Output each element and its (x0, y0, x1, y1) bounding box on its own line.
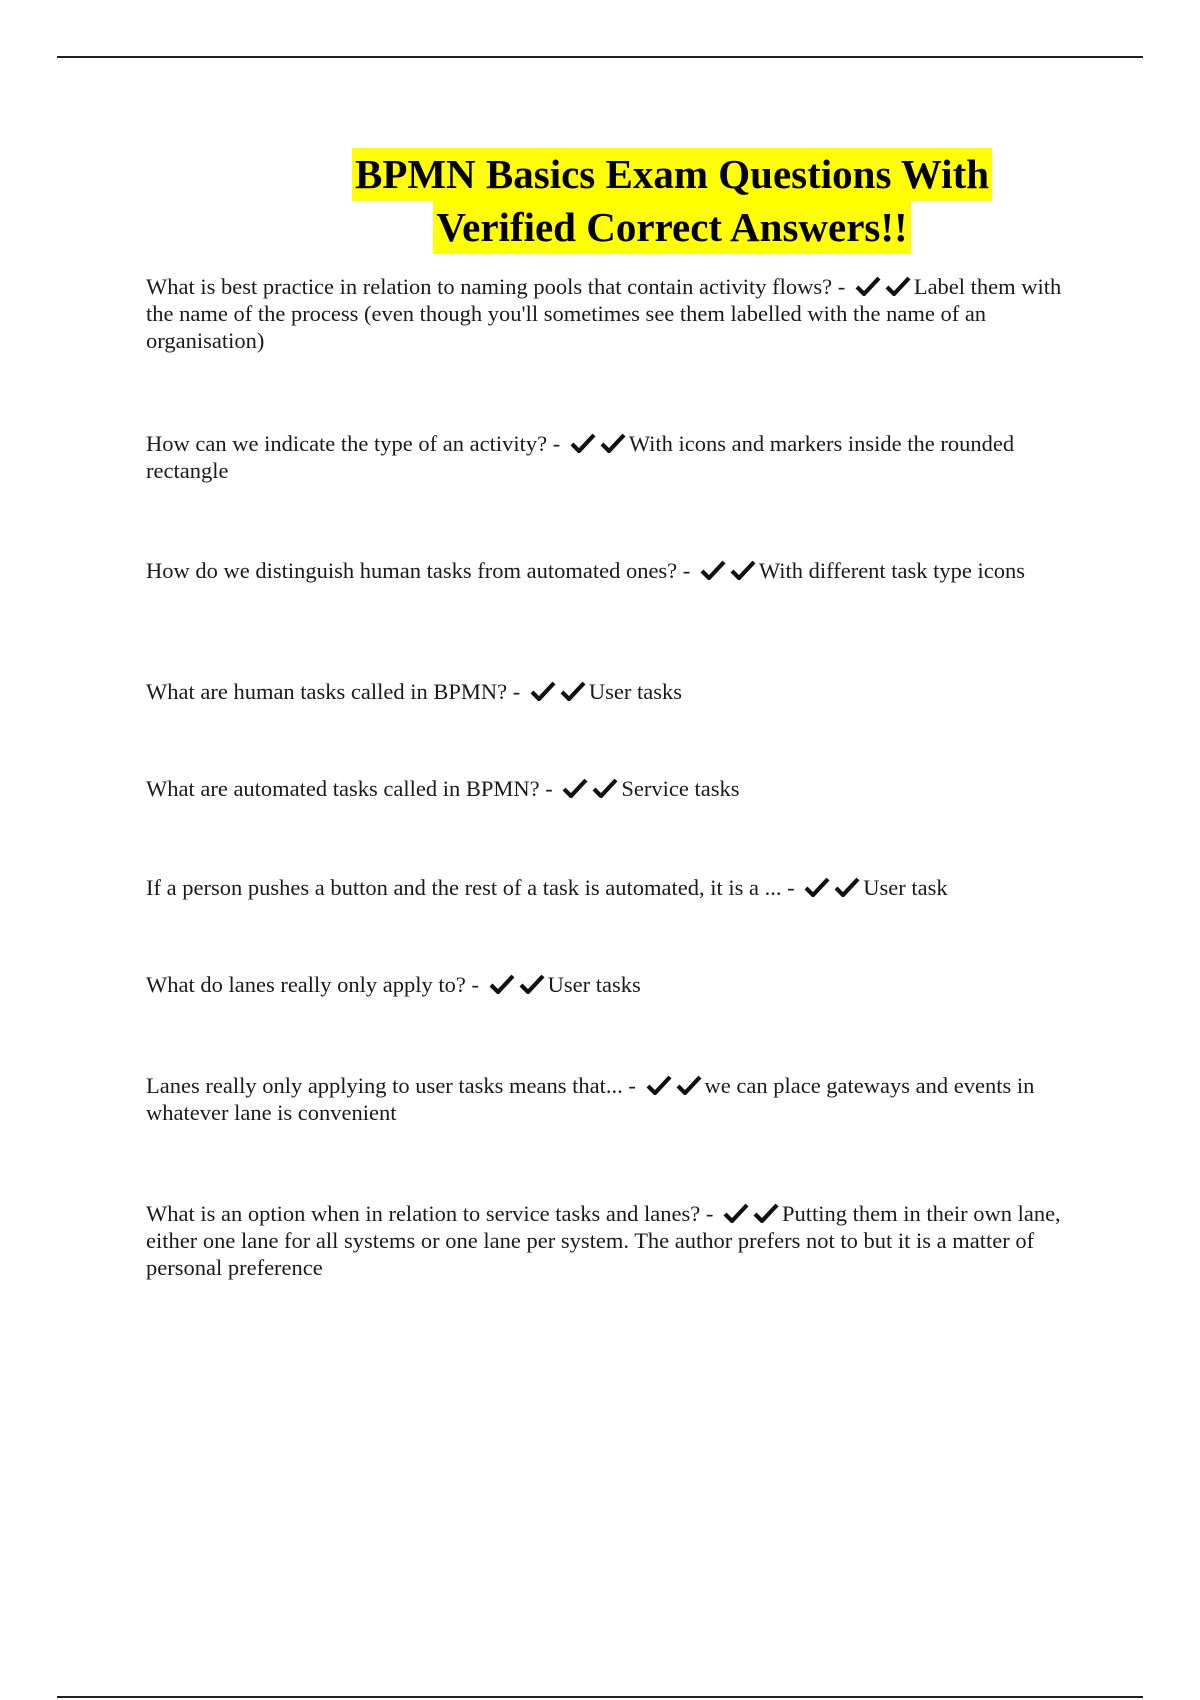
separator: - (787, 875, 795, 900)
separator: - (682, 558, 691, 583)
check-mark-icon (646, 1075, 672, 1095)
question-text: What is an option when in relation to service tasks and lanes? (146, 1201, 701, 1226)
qa-item-4 (146, 678, 1076, 705)
qa-item-1 (146, 273, 1076, 354)
question-text: What is best practice in relation to naming pools that contain activity flows? (146, 274, 833, 299)
answer-text: Putting them in their own lane, either one lane for all systems or one lane per system. The author prefers not to but it is a matter of personal preference (146, 1201, 1061, 1280)
check-mark-icon (676, 1075, 702, 1095)
answer-text: With icons and markers inside the rounded rectangle (146, 431, 1015, 483)
qa-item-6 (146, 874, 1076, 901)
qa-item-8 (146, 1072, 1076, 1126)
question-text: What are human tasks called in BPMN? (146, 679, 508, 704)
check-mark-icon (592, 778, 618, 798)
answer-text: User task (863, 875, 948, 900)
question-text: What are automated tasks called in BPMN? (146, 776, 540, 801)
answer-text: User tasks (588, 679, 683, 704)
answer-text: User tasks (547, 972, 641, 997)
bottom-rule (57, 1696, 1143, 1698)
answer-text: we can place gateways and events in whatever lane is convenient (146, 1073, 1035, 1125)
question-text: Lanes really only applying to user tasks means that... (146, 1073, 623, 1098)
qa-item-9 (146, 1200, 1076, 1281)
answer-text: With different task type icons (758, 558, 1026, 583)
question-text: How do we distinguish human tasks from automated ones? (146, 558, 678, 583)
check-mark-icon (519, 974, 545, 994)
document-title (200, 148, 1144, 254)
question-text: If a person pushes a button and the rest of a task is automated, it is a ... (146, 875, 782, 900)
check-mark-icon (730, 560, 756, 580)
check-mark-icon (562, 778, 588, 798)
separator: - (552, 431, 561, 456)
check-mark-icon (753, 1203, 779, 1223)
separator: - (512, 679, 521, 704)
qa-item-2 (146, 430, 1076, 484)
answer-text: Label them with the name of the process (even though you'll sometimes see them labelled with the name of an organisation) (146, 274, 1062, 353)
question-text: How can we indicate the type of an activity? (146, 431, 548, 456)
check-mark-icon (804, 877, 830, 897)
check-mark-icon (834, 877, 860, 897)
title-line-2: Verified Correct Answers!! (433, 201, 910, 254)
qa-item-3 (146, 557, 1076, 584)
check-mark-icon (885, 276, 911, 296)
separator: - (628, 1073, 636, 1098)
top-rule (57, 56, 1143, 58)
check-mark-icon (560, 681, 586, 701)
separator: - (705, 1201, 714, 1226)
title-line-1: BPMN Basics Exam Questions With (352, 148, 992, 201)
separator: - (545, 776, 553, 801)
check-mark-icon (489, 974, 515, 994)
check-mark-icon (570, 433, 596, 453)
separator: - (837, 274, 846, 299)
question-text: What do lanes really only apply to? (146, 972, 466, 997)
check-mark-icon (530, 681, 556, 701)
check-mark-icon (600, 433, 626, 453)
qa-item-5 (146, 775, 1076, 802)
separator: - (471, 972, 480, 997)
check-mark-icon (855, 276, 881, 296)
qa-item-7 (146, 971, 1076, 998)
answer-text: Service tasks (621, 776, 740, 801)
check-mark-icon (700, 560, 726, 580)
check-mark-icon (723, 1203, 749, 1223)
